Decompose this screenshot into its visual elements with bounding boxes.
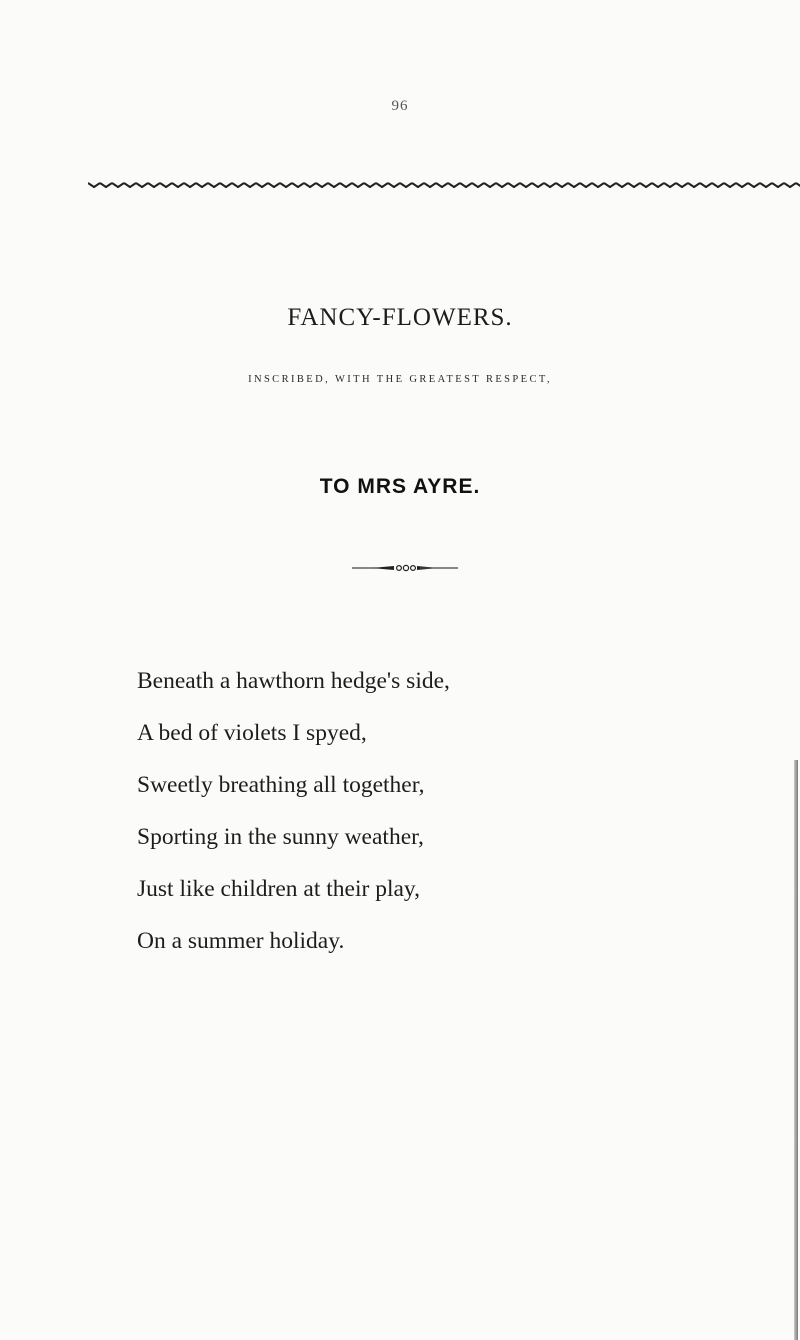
recipient-line: TO MRS AYRE. [319, 475, 481, 498]
ornamental-rule [88, 181, 800, 189]
flourish-divider [350, 561, 460, 575]
poem-line: Sporting in the sunny weather, [137, 824, 424, 850]
poem-title: FANCY-FLOWERS. [287, 304, 513, 331]
dedication-line: INSCRIBED, WITH THE GREATEST RESPECT, [248, 374, 552, 385]
poem-line: Beneath a hawthorn hedge's side, [137, 668, 450, 694]
poem-line: On a summer holiday. [137, 928, 345, 954]
page-number: 96 [391, 98, 409, 114]
poem-line: Just like children at their play, [137, 876, 421, 902]
poem-line: A bed of violets I spyed, [137, 720, 367, 746]
page-edge-shadow [794, 760, 798, 1340]
poem-stanza [137, 655, 697, 967]
poem-line: Sweetly breathing all together, [137, 772, 425, 798]
